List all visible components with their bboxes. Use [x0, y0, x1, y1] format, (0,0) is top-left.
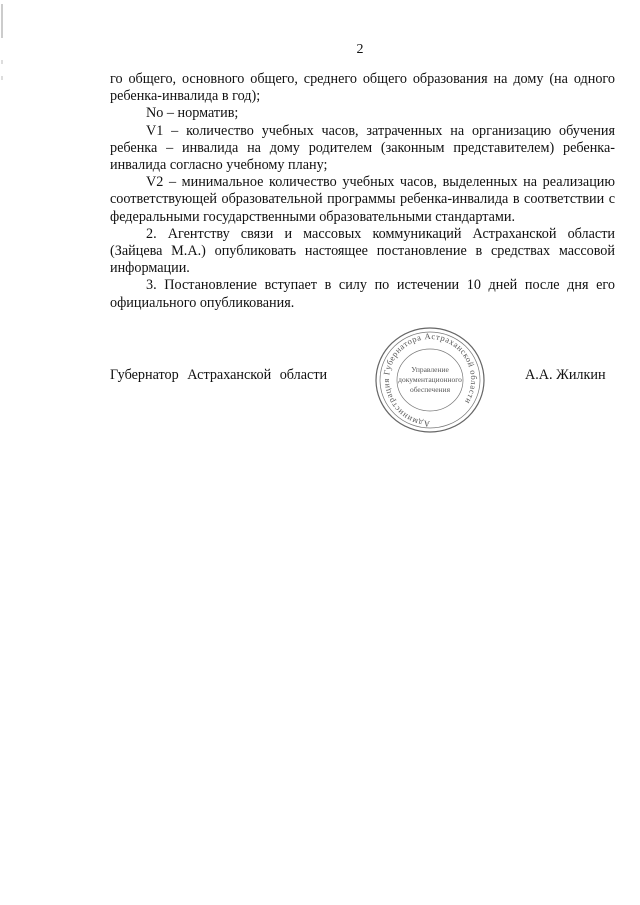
stamp-center-line-1: Управление [411, 365, 449, 374]
paragraph-v2-definition: V2 – минимальное количество учебных часов, выделенных на реализацию соответствующей образовательной программы ребенка-инвалида в соответствии с федеральными государственными образовательными стандартами. [110, 174, 615, 225]
stamp-center-line-2: документационного [398, 375, 462, 384]
paragraph-item-2: 2. Агентству связи и массовых коммуникаций Астраханской области (Зайцева М.А.) опубликовать настоящее постановление в средствах массовой информации. [110, 225, 615, 277]
official-stamp [365, 327, 495, 437]
signatory-name: А.А. Жилкин [525, 367, 606, 383]
stamp-ring-text: Администрация Губернатора Астраханской области [380, 330, 480, 430]
paragraph-v1-definition: V1 – количество учебных часов, затраченных на организацию обучения ребенка – инвалида на дому родителем (законным представителем) ребенка-инвалида согласно учебному плану; [110, 122, 615, 174]
stamp-center-line-3: обеспечения [409, 385, 451, 394]
paragraph-no-definition: No – норматив; [146, 105, 239, 122]
paragraph-continuation: го общего, основного общего, среднего общего образования на дому (на одного ребенка-инвалида в год); [110, 71, 615, 105]
paragraph-item-3: 3. Постановление вступает в силу по истечении 10 дней после дня его официального опубликования. [110, 277, 615, 311]
document-body [110, 71, 615, 312]
signatory-title: Губернатор Астраханской области [110, 367, 328, 383]
page-number: 2 [356, 42, 364, 57]
scan-margin-marks [0, 0, 8, 120]
